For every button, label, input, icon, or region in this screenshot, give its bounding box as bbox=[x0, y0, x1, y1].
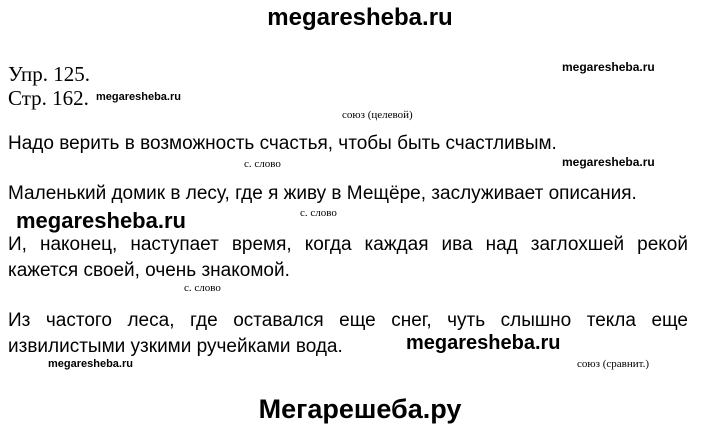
watermark: megaresheba.ru bbox=[96, 91, 181, 103]
watermark: megaresheba.ru bbox=[562, 60, 655, 74]
sentence-2: Маленький домик в лесу, где я живу в Мещёре, заслуживает описания. bbox=[8, 183, 637, 204]
page-number: Стр. 162. bbox=[8, 86, 89, 110]
annotation-conjunctive-word: с. слово bbox=[244, 158, 281, 170]
watermark: megaresheba.ru bbox=[48, 358, 133, 370]
watermark: megaresheba.ru bbox=[16, 208, 186, 233]
sentence-3-line-1: И, наконец, наступает время, когда каждая ива над заглохшей рекой bbox=[8, 234, 688, 255]
annotation-conjunction-purpose: союз (целевой) bbox=[342, 109, 413, 121]
exercise-number: Упр. 125. bbox=[8, 62, 91, 86]
annotation-conjunctive-word: с. слово bbox=[184, 282, 221, 294]
sentence-3-line-2: кажется своей, очень знакомой. bbox=[8, 260, 290, 281]
watermark: megaresheba.ru bbox=[406, 332, 561, 354]
watermark-top: megaresheba.ru bbox=[267, 4, 453, 31]
sentence-4-line-2: извилистыми узкими ручейками вода. bbox=[8, 336, 343, 357]
watermark: megaresheba.ru bbox=[562, 155, 655, 169]
annotation-conjunction-comparative: союз (сравнит.) bbox=[577, 358, 649, 370]
annotation-conjunctive-word: с. слово bbox=[300, 207, 337, 219]
watermark-bottom: Мегарешеба.ру bbox=[258, 394, 462, 424]
sentence-4-line-1: Из частого леса, где оставался еще снег, чуть слышно текла еще bbox=[8, 310, 688, 331]
sentence-1: Надо верить в возможность счастья, чтобы быть счастливым. bbox=[8, 133, 557, 154]
